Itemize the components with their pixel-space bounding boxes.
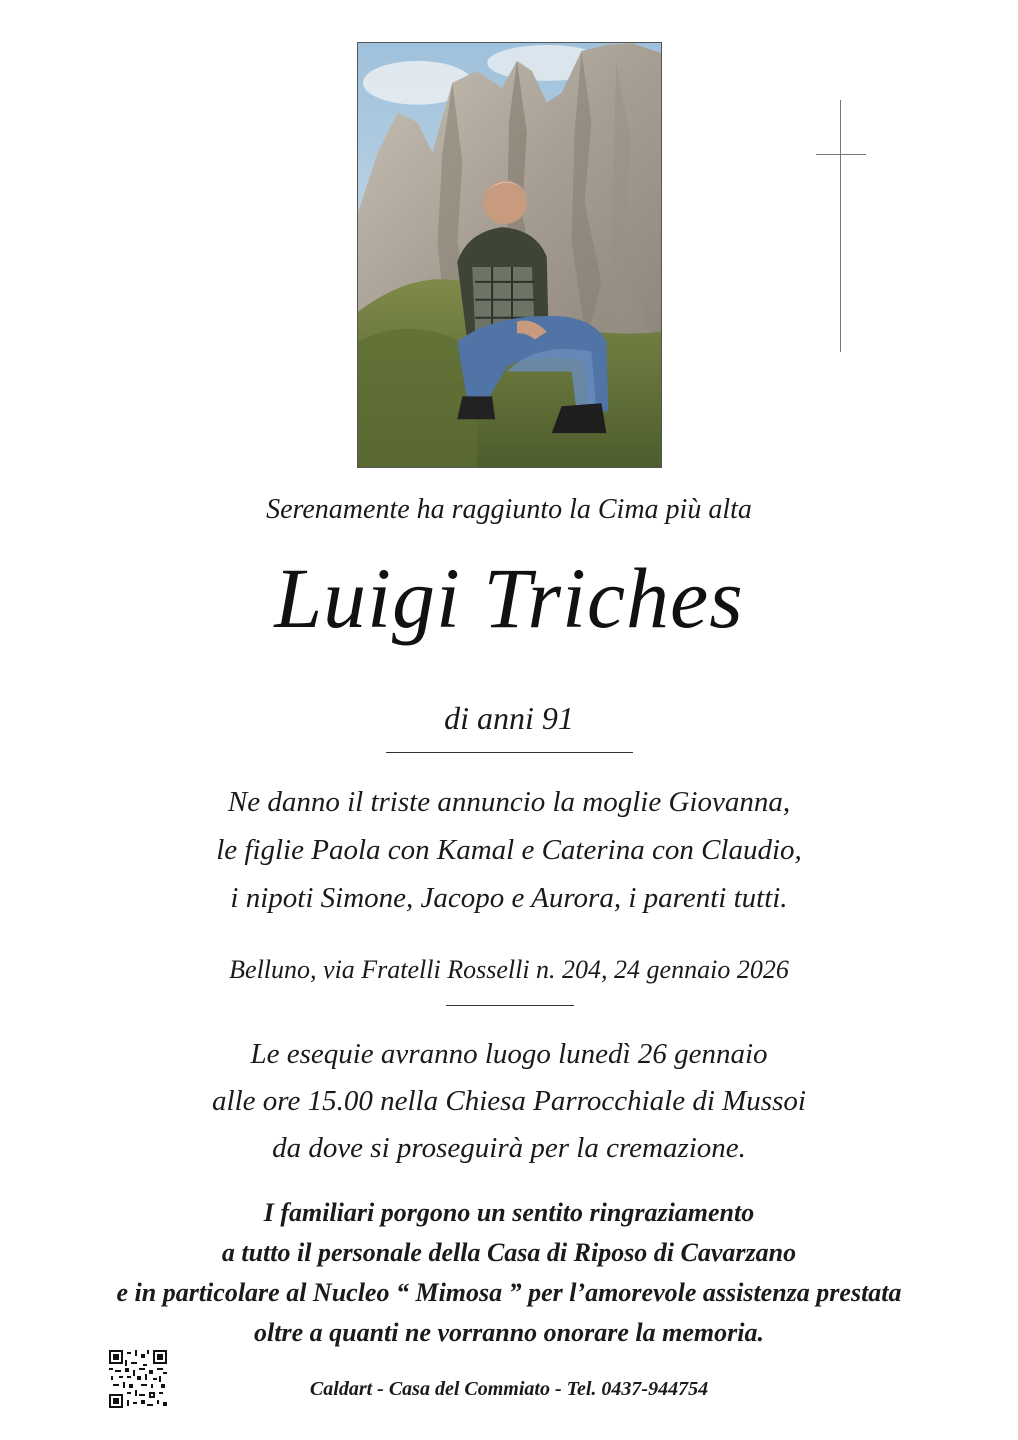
funeral-home-contact: Caldart - Casa del Commiato - Tel. 0437-944754 (309, 1378, 709, 1400)
thanks-line: oltre a quanti ne vorranno onorare la memoria. (254, 1318, 764, 1347)
place-date: Belluno, via Fratelli Rosselli n. 204, 24 gennaio 2026 (229, 955, 789, 984)
funeral-line: da dove si proseguirà per la cremazione. (272, 1132, 746, 1164)
thanks-line: e in particolare al Nucleo “ Mimosa ” per l’amorevole assistenza prestata (116, 1278, 902, 1307)
epigraph: Serenamente ha raggiunto la Cima più alta (266, 494, 752, 525)
divider (386, 752, 633, 753)
thanks-line: a tutto il personale della Casa di Riposo di Cavarzano (221, 1238, 797, 1267)
funeral-line: Le esequie avranno luogo lunedì 26 gennaio (250, 1038, 768, 1070)
cross-symbol (816, 100, 866, 352)
announcement-line: le figlie Paola con Kamal e Caterina con Claudio, (216, 834, 802, 866)
announcement-line: i nipoti Simone, Jacopo e Aurora, i parenti tutti. (230, 882, 788, 914)
age-line: di anni 91 (444, 700, 574, 736)
thanks-line: I familiari porgono un sentito ringraziamento (263, 1198, 755, 1227)
portrait-photo (357, 42, 662, 468)
funeral-line: alle ore 15.00 nella Chiesa Parrocchiale di Mussoi (212, 1085, 806, 1117)
portrait-image (358, 43, 661, 467)
divider (446, 1005, 574, 1006)
deceased-name: Luigi Triches (274, 550, 744, 646)
announcement-line: Ne danno il triste annuncio la moglie Giovanna, (227, 786, 791, 818)
